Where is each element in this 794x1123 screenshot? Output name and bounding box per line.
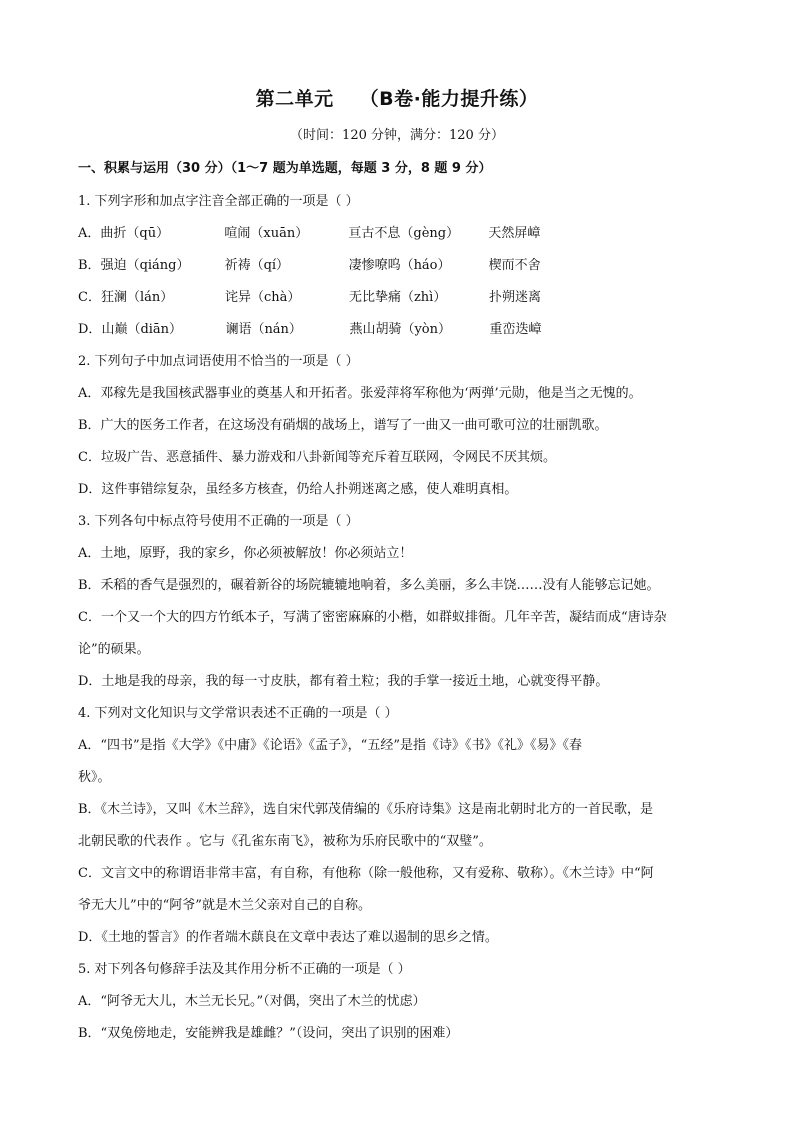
option-line: 爷无大儿”中的“阿爷”就是木兰父亲对自己的自称。 bbox=[78, 898, 371, 913]
option-line: A．邓稼先是我国核武器事业的奠基人和开拓者。张爱萍将军称他为‘两弹’元勋，他是当之无愧的。 bbox=[78, 386, 642, 401]
section-heading: 一、积累与运用（30 分）（1～7 题为单选题，每题 3 分，8 题 9 分） bbox=[78, 161, 492, 176]
option-line: A．曲折（qū） 喧闹（xuān） 亘古不息（gèng） 天然屏嶂 bbox=[78, 226, 541, 241]
option-line: 秋》。 bbox=[78, 770, 111, 785]
title-main: 第二单元 bbox=[255, 88, 334, 110]
option-line: A．“四书”是指《大学》《中庸》《论语》《孟子》，“五经”是指《诗》《书》《礼》《易》《春 bbox=[78, 738, 582, 753]
option-line: D．这件事错综复杂，虽经多方核查，仍给人扑朔迷离之感，使人难明真相。 bbox=[78, 482, 518, 497]
question-stem: 4. 下列对文化知识与文学常识表述不正确的一项是（ ） bbox=[78, 706, 398, 721]
question-stem: 2. 下列句子中加点词语使用不恰当的一项是（ ） bbox=[78, 354, 359, 369]
option-line: C．文言文中的称谓语非常丰富，有自称，有他称（除一般他称，又有爱称、敬称）。《木兰诗》中“阿 bbox=[78, 866, 654, 881]
title-sub: （B卷·能力提升练） bbox=[359, 88, 539, 110]
option-line: 论”的硕果。 bbox=[78, 642, 150, 657]
option-line: B．“双兔傍地走，安能辨我是雄雌？”（设问，突出了识别的困难） bbox=[78, 1026, 459, 1041]
option-line: A．土地，原野，我的家乡，你必须被解放！你必须站立！ bbox=[78, 546, 413, 561]
question-list bbox=[78, 186, 718, 1050]
page-title bbox=[0, 84, 794, 111]
option-line: B．强迫（qiáng） 祈祷（qí） 凄惨嘹呜（háo） 楔而不舍 bbox=[78, 258, 541, 273]
option-line: D．土地是我的母亲，我的每一寸皮肤，都有着土粒；我的手掌一接近土地，心就变得平静。 bbox=[78, 674, 609, 689]
option-line: C．垃圾广告、恶意插件、暴力游戏和八卦新闻等充斥着互联网，令网民不厌其烦。 bbox=[78, 450, 556, 465]
option-line: A．“阿爷无大儿，木兰无长兄。”（对偶，突出了木兰的忧虑） bbox=[78, 994, 426, 1009]
exam-meta: （时间：120 分钟，满分：120 分） bbox=[290, 128, 504, 143]
option-line: B．禾稻的香气是强烈的，碾着新谷的场院辘辘地响着，多么美丽，多么丰饶……没有人能够忘记她。 bbox=[78, 578, 660, 593]
option-line: C．一个又一个大的四方竹纸本子，写满了密密麻麻的小楷，如群蚁排衙。几年辛苦，凝结而成“唐诗杂 bbox=[78, 610, 667, 625]
option-line: B．《木兰诗》，又叫《木兰辞》，选自宋代郭茂倩编的《乐府诗集》这是南北朝时北方的一首民歌，是 bbox=[78, 802, 654, 817]
option-line: C．狂澜（lán） 诧异（chà） 无比挚痛（zhì） 扑朔迷离 bbox=[78, 290, 541, 305]
question-stem: 1. 下列字形和加点字注音全部正确的一项是（ ） bbox=[78, 194, 359, 209]
option-line: D．《土地的誓言》的作者端木蕻良在文章中表达了难以遏制的思乡之情。 bbox=[78, 930, 498, 945]
option-line: 北朝民歌的代表作 。它与《孔雀东南飞》，被称为乐府民歌中的“双璧”。 bbox=[78, 834, 492, 849]
option-line: B．广大的医务工作者，在这场没有硝烟的战场上，谱写了一曲又一曲可歌可泣的壮丽凯歌。 bbox=[78, 418, 608, 433]
question-stem: 3. 下列各句中标点符号使用不正确的一项是（ ） bbox=[78, 514, 359, 529]
question-stem: 5. 对下列各句修辞手法及其作用分析不正确的一项是（ ） bbox=[78, 962, 411, 977]
option-line: D．山巅（diān） 谰语（nán） 燕山胡骑（yòn） 重峦迭嶂 bbox=[78, 322, 542, 337]
